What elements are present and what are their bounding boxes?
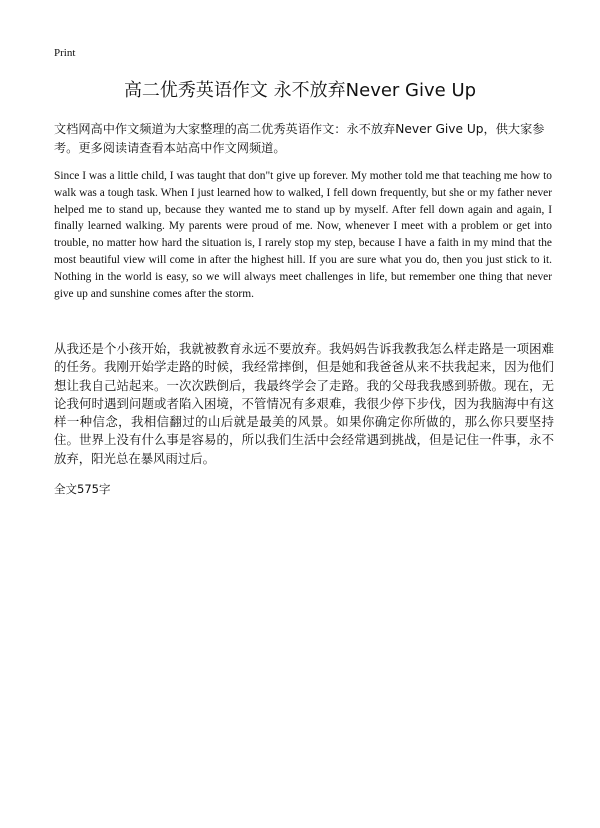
intro-paragraph: 文档网高中作文频道为大家整理的高二优秀英语作文：永不放弃Never Give Up，供大家参考。更多阅读请查看本站高中作文网频道。 [54, 122, 545, 155]
word-count: 全文575字 [54, 482, 111, 496]
print-link[interactable]: Print [54, 47, 76, 59]
page-title: 高二优秀英语作文 永不放弃Never Give Up [123, 80, 477, 101]
chinese-translation-paragraph: 从我还是个小孩开始，我就被教育永远不要放弃。我妈妈告诉我教我怎么样走路是一项困难的任务。我刚开始学走路的时候，我经常摔倒，但是她和我爸爸从来不扶我起来，因为他们想让我自己站起来。一次次跌倒后，我最终学会了走路。我的父母我我感到骄傲。现在，无论我何时遇到问题或者陷入困境，不管情况有多艰难，我很少停下步伐，因为我脑海中有这样一种信念，我相信翻过的山后就是最美的风景。如果你确定你所做的，那么你只要坚持住。世界上没有什么事是容易的，所以我们生活中会经常遇到挑战，但是记住一件事，永不放弃，阳光总在暴风雨过后。 [54, 341, 554, 466]
english-essay-paragraph: Since I was a little child, I was taught that don"t give up forever. My mother told me that teaching me how to walk was a tough task. When I just learned how to walked, I fell down frequently, but she or my father never helped me to stand up, because they wanted me to stand up by myself. After fell down again and again, I finally learned walking. My parents were proud of me. Now, whenever I meet with a problem or get into trouble, no matter how hard the situation is, I rarely stop my step, because I have a faith in my mind that the most beautiful view will come in after the highest hill. If you are sure what you do, then you just stick to it. Nothing in the world is easy, so we will always meet challenges in life, but remember one thing that never give up and sunshine comes after the storm. [54, 170, 552, 300]
